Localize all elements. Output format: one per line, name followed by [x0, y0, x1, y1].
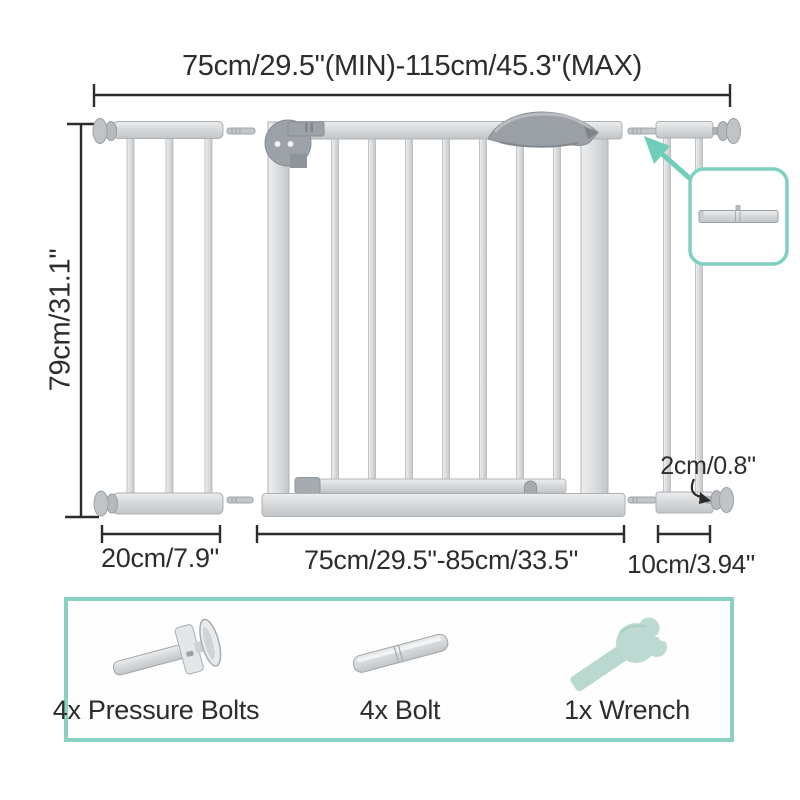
gate-door-foot-pad — [295, 478, 320, 494]
main-gate — [262, 112, 625, 517]
height-label: 79cm/31.1" — [44, 248, 77, 392]
gate-bottom-rail — [262, 494, 625, 517]
pressure-bolt-top-right — [712, 119, 741, 144]
gate-left-post — [268, 122, 289, 516]
callout-box — [690, 169, 787, 264]
gate-hinge — [265, 120, 324, 168]
left-extension-dimension-line — [102, 525, 220, 543]
pressure-bolt-top-left — [93, 119, 117, 144]
right-extension-dimension-line — [658, 525, 710, 543]
part-label-wrench: 1x Wrench — [564, 695, 690, 725]
left-extension-top-rail — [113, 122, 223, 139]
bolt-gap-label: 2cm/0.8" — [660, 452, 756, 480]
connector-bolt-top-left — [227, 128, 255, 134]
left-extension-width-label: 20cm/7.9" — [101, 543, 219, 573]
left-extension-panel — [93, 119, 223, 517]
gate-width-label: 75cm/29.5"-85cm/33.5" — [303, 545, 579, 575]
right-extension-top-rail — [656, 122, 713, 139]
part-label-bolt: 4x Bolt — [359, 695, 441, 725]
gate-handle — [488, 112, 598, 147]
part-label-pressure-bolts: 4x Pressure Bolts — [52, 695, 260, 725]
pressure-bolt-bottom-left — [94, 491, 118, 516]
gate-width-dimension-line — [257, 525, 624, 543]
connector-bolt-bottom-left — [227, 497, 253, 503]
connector-bolt-top-right — [628, 128, 656, 134]
right-extension-width-label: 10cm/3.94" — [627, 549, 755, 579]
connector-bolt-bottom-right — [628, 497, 656, 503]
total-width-dimension-line — [94, 84, 730, 107]
total-width-label: 75cm/29.5"(MIN)-115cm/45.3"(MAX) — [181, 50, 643, 82]
gate-right-post — [581, 138, 608, 496]
gate-door-bars — [332, 139, 561, 484]
left-extension-bars — [127, 136, 212, 504]
left-extension-bottom-rail — [113, 493, 223, 514]
